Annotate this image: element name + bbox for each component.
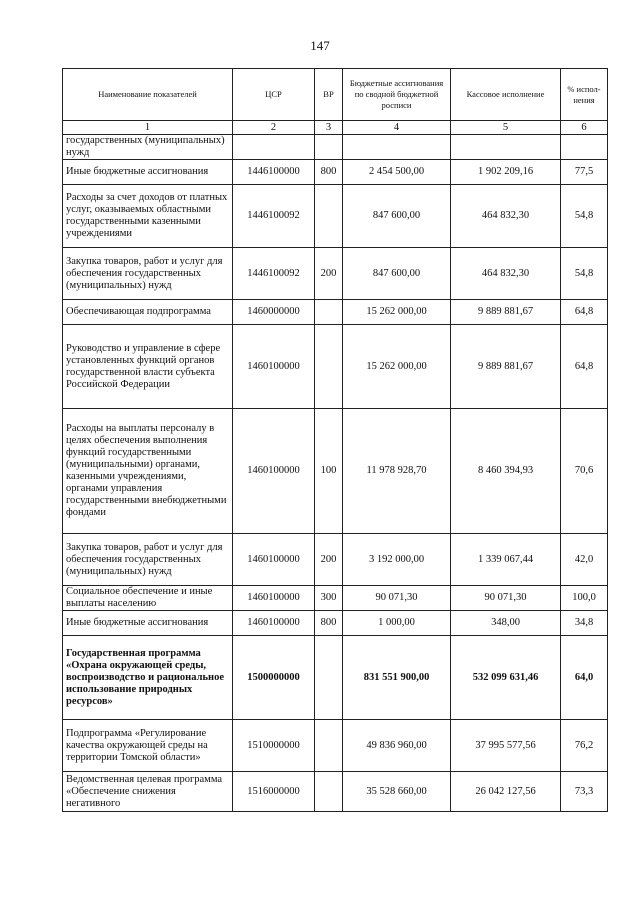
budget-execution-table xyxy=(62,68,608,812)
row-percent: 64,8 xyxy=(561,300,608,325)
row-csr: 1446100092 xyxy=(233,248,315,300)
table-row xyxy=(63,772,608,812)
row-name: Подпрограмма «Регулирование качества окружающей среды на территории Томской области» xyxy=(63,720,233,772)
row-csr: 1460100000 xyxy=(233,325,315,409)
row-budget: 831 551 900,00 xyxy=(343,636,451,720)
row-budget: 90 071,30 xyxy=(343,586,451,611)
row-percent: 70,6 xyxy=(561,409,608,534)
row-budget xyxy=(343,135,451,160)
row-cash: 9 889 881,67 xyxy=(451,325,561,409)
table-row xyxy=(63,409,608,534)
row-csr: 1510000000 xyxy=(233,720,315,772)
row-cash: 464 832,30 xyxy=(451,185,561,248)
table-row xyxy=(63,586,608,611)
row-percent: 100,0 xyxy=(561,586,608,611)
row-vr: 800 xyxy=(315,611,343,636)
row-name: Ведомственная целевая программа «Обеспечение снижения негативного xyxy=(63,772,233,812)
header-csr: ЦСР xyxy=(233,69,315,121)
row-cash: 9 889 881,67 xyxy=(451,300,561,325)
table-row xyxy=(63,534,608,586)
row-budget: 35 528 660,00 xyxy=(343,772,451,812)
row-name: Закупка товаров, работ и услуг для обеспечения государственных (муниципальных) нужд xyxy=(63,534,233,586)
row-name: Социальное обеспечение и иные выплаты населению xyxy=(63,586,233,611)
column-number: 3 xyxy=(315,121,343,135)
row-budget: 11 978 928,70 xyxy=(343,409,451,534)
column-number: 1 xyxy=(63,121,233,135)
row-cash: 1 339 067,44 xyxy=(451,534,561,586)
row-percent: 77,5 xyxy=(561,160,608,185)
table-row xyxy=(63,135,608,160)
table-row xyxy=(63,185,608,248)
row-cash: 464 832,30 xyxy=(451,248,561,300)
row-budget: 847 600,00 xyxy=(343,185,451,248)
row-csr: 1460100000 xyxy=(233,611,315,636)
row-csr: 1446100000 xyxy=(233,160,315,185)
row-percent: 54,8 xyxy=(561,185,608,248)
row-budget: 15 262 000,00 xyxy=(343,325,451,409)
row-csr: 1460100000 xyxy=(233,534,315,586)
page-number: 147 xyxy=(310,38,330,53)
row-cash: 532 099 631,46 xyxy=(451,636,561,720)
table-row xyxy=(63,325,608,409)
row-cash xyxy=(451,135,561,160)
row-csr: 1460100000 xyxy=(233,586,315,611)
row-vr xyxy=(315,185,343,248)
row-cash: 90 071,30 xyxy=(451,586,561,611)
table-row xyxy=(63,720,608,772)
row-vr xyxy=(315,325,343,409)
row-name: Расходы за счет доходов от платных услуг, оказываемых областными государственными казенными учреждениями xyxy=(63,185,233,248)
row-csr: 1446100092 xyxy=(233,185,315,248)
row-percent: 64,8 xyxy=(561,325,608,409)
row-cash: 8 460 394,93 xyxy=(451,409,561,534)
row-vr: 800 xyxy=(315,160,343,185)
table-row xyxy=(63,636,608,720)
row-name: государственных (муниципальных) нужд xyxy=(63,135,233,160)
row-budget: 49 836 960,00 xyxy=(343,720,451,772)
column-number: 6 xyxy=(561,121,608,135)
row-vr xyxy=(315,772,343,812)
row-percent xyxy=(561,135,608,160)
row-percent: 42,0 xyxy=(561,534,608,586)
header-row xyxy=(63,69,608,121)
header-name: Наименование показателей xyxy=(63,69,233,121)
row-csr: 1516000000 xyxy=(233,772,315,812)
row-name: Иные бюджетные ассигнования xyxy=(63,611,233,636)
row-budget: 2 454 500,00 xyxy=(343,160,451,185)
row-vr xyxy=(315,720,343,772)
row-name: Расходы на выплаты персоналу в целях обеспечения выполнения функций государственными (муниципальными) органами, казенными учреждениями, органами управления государственными внебюджетными фондами xyxy=(63,409,233,534)
table-row xyxy=(63,160,608,185)
row-csr: 1460000000 xyxy=(233,300,315,325)
row-csr: 1460100000 xyxy=(233,409,315,534)
row-cash: 37 995 577,56 xyxy=(451,720,561,772)
row-vr: 100 xyxy=(315,409,343,534)
row-percent: 73,3 xyxy=(561,772,608,812)
row-vr: 300 xyxy=(315,586,343,611)
table-row xyxy=(63,248,608,300)
row-csr xyxy=(233,135,315,160)
row-name: Закупка товаров, работ и услуг для обеспечения государственных (муниципальных) нужд xyxy=(63,248,233,300)
column-number-row xyxy=(63,121,608,135)
row-vr xyxy=(315,636,343,720)
row-name: Государственная программа «Охрана окружающей среды, воспроизводство и рациональное использование природных ресурсов» xyxy=(63,636,233,720)
column-number: 5 xyxy=(451,121,561,135)
row-vr xyxy=(315,300,343,325)
header-cash: Кассовое исполнение xyxy=(451,69,561,121)
row-name: Иные бюджетные ассигнования xyxy=(63,160,233,185)
row-cash: 26 042 127,56 xyxy=(451,772,561,812)
row-budget: 3 192 000,00 xyxy=(343,534,451,586)
row-budget: 15 262 000,00 xyxy=(343,300,451,325)
row-cash: 1 902 209,16 xyxy=(451,160,561,185)
row-percent: 76,2 xyxy=(561,720,608,772)
header-vr: ВР xyxy=(315,69,343,121)
row-name: Руководство и управление в сфере установленных функций органов государственной власти субъекта Российской Федерации xyxy=(63,325,233,409)
row-budget: 847 600,00 xyxy=(343,248,451,300)
column-number: 4 xyxy=(343,121,451,135)
row-csr: 1500000000 xyxy=(233,636,315,720)
row-vr xyxy=(315,135,343,160)
row-percent: 34,8 xyxy=(561,611,608,636)
row-vr: 200 xyxy=(315,534,343,586)
column-number: 2 xyxy=(233,121,315,135)
row-vr: 200 xyxy=(315,248,343,300)
header-budget: Бюджетные ассигнования по сводной бюджетной росписи xyxy=(343,69,451,121)
row-percent: 64,0 xyxy=(561,636,608,720)
row-name: Обеспечивающая подпрограмма xyxy=(63,300,233,325)
header-percent: % испол-нения xyxy=(561,69,608,121)
row-percent: 54,8 xyxy=(561,248,608,300)
row-cash: 348,00 xyxy=(451,611,561,636)
table-row xyxy=(63,300,608,325)
table-row xyxy=(63,611,608,636)
row-budget: 1 000,00 xyxy=(343,611,451,636)
